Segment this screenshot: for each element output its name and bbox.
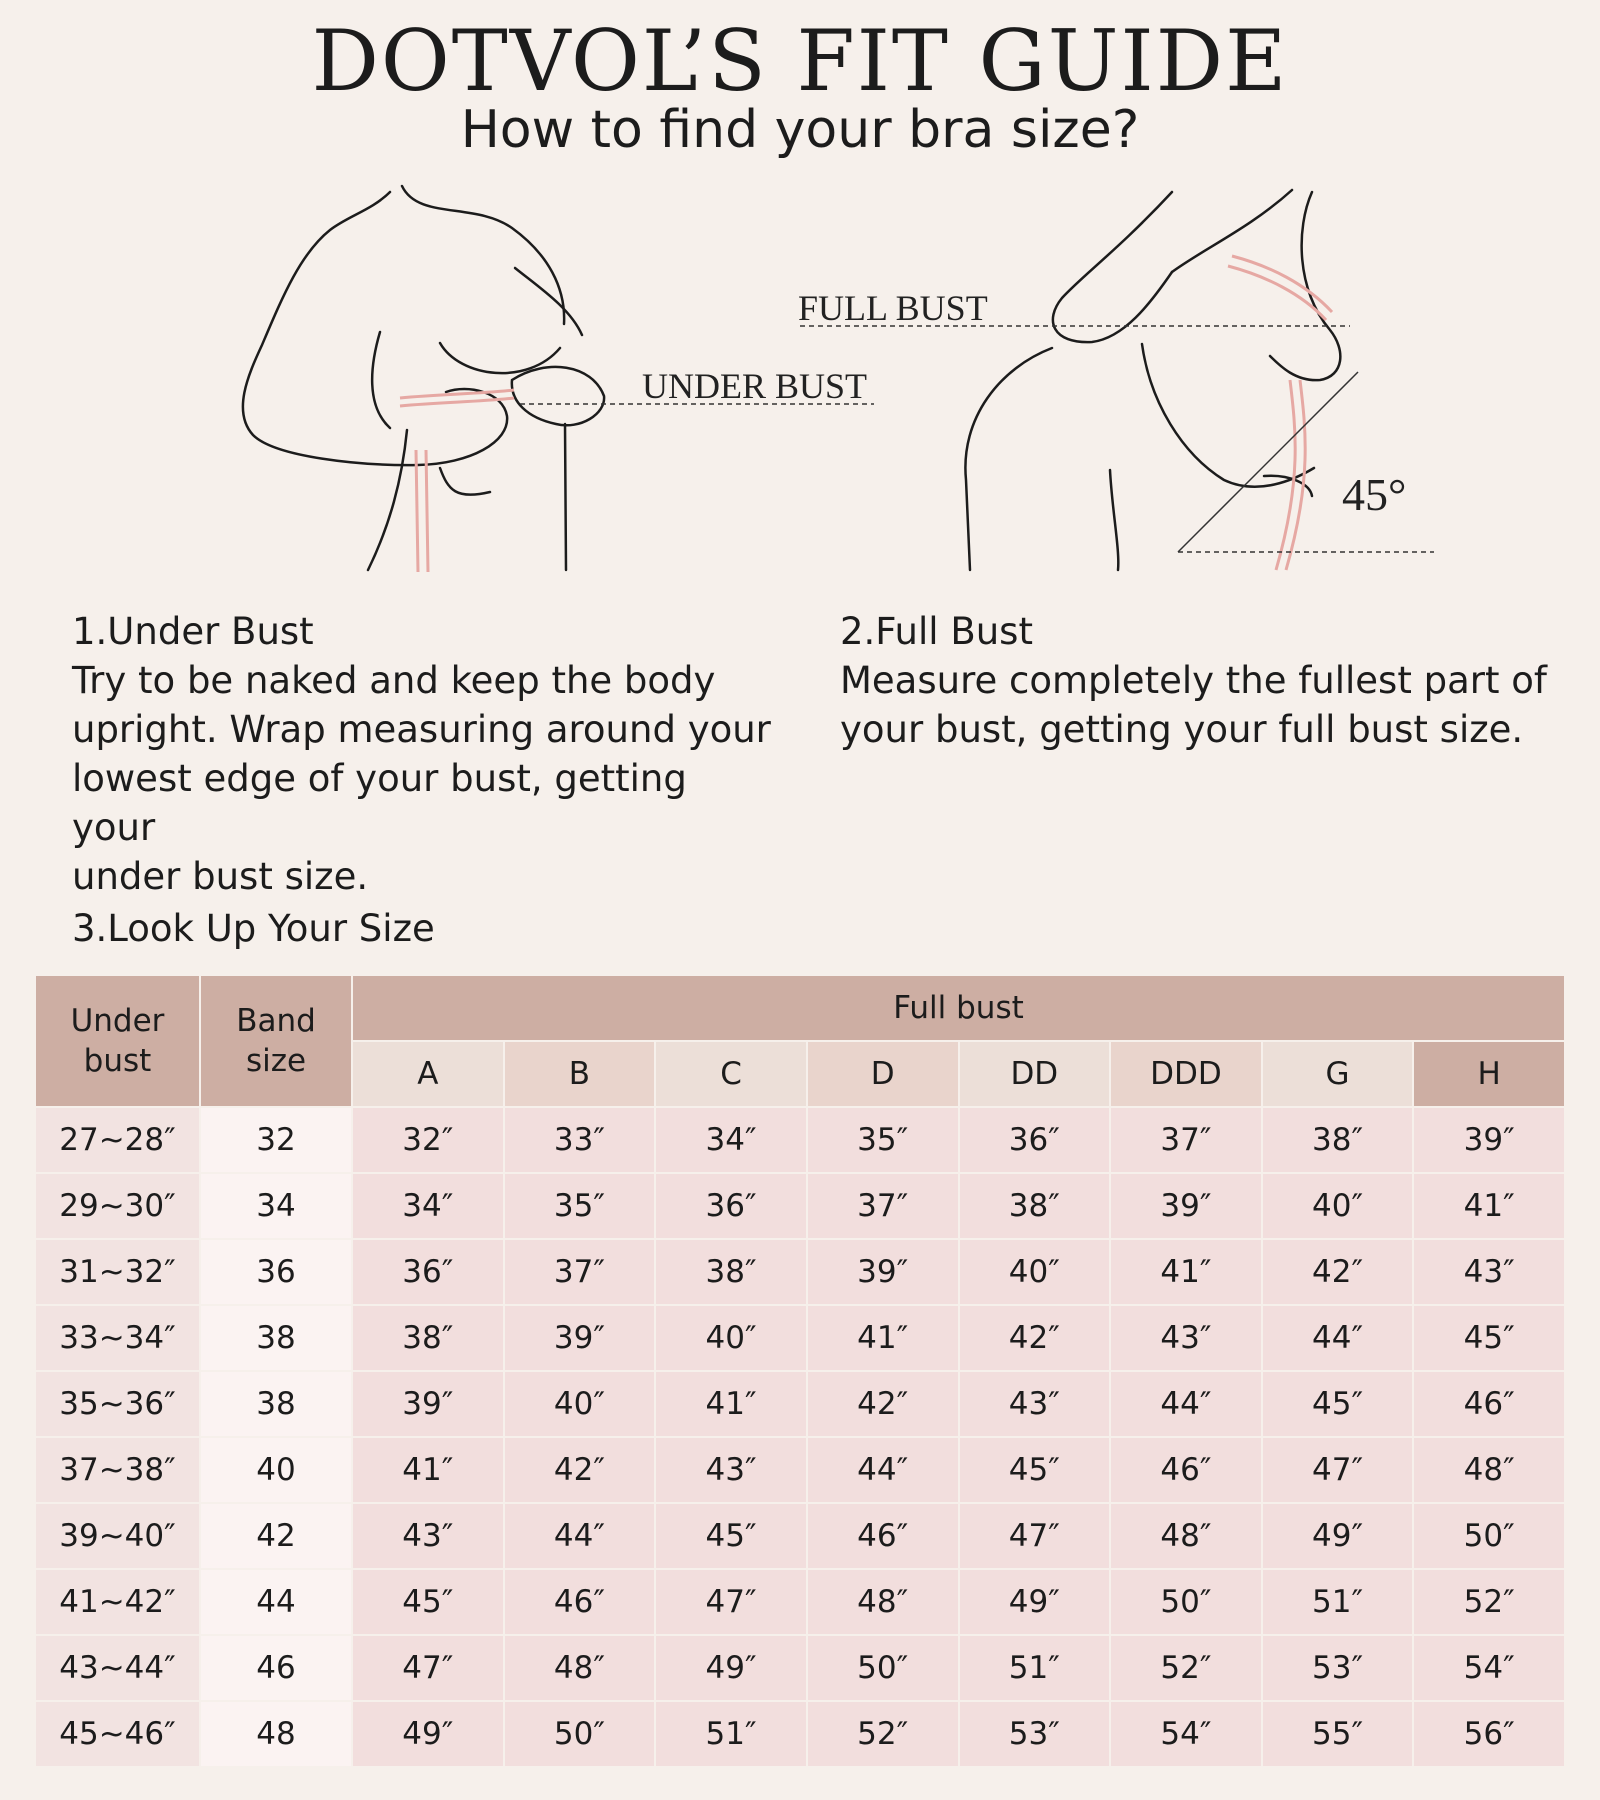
full-bust-cell: 35″	[808, 1108, 958, 1172]
full-bust-cell: 49″	[1263, 1504, 1413, 1568]
under-bust-tape-icon	[400, 390, 514, 572]
full-bust-cell: 53″	[960, 1702, 1110, 1766]
full-bust-cell: 46″	[1111, 1438, 1261, 1502]
step-text-line: upright. Wrap measuring around your	[72, 708, 771, 751]
full-bust-cell: 49″	[656, 1636, 806, 1700]
full-bust-cell: 43″	[353, 1504, 503, 1568]
page-title: DOTVOL’S FIT GUIDE	[311, 12, 1289, 110]
full-bust-cell: 38″	[353, 1306, 503, 1370]
full-bust-cell: 45″	[353, 1570, 503, 1634]
step-heading: 3.Look Up Your Size	[72, 907, 435, 950]
header-band-size: Band size	[201, 976, 351, 1106]
measurement-illustration	[0, 180, 1600, 580]
full-bust-cell: 48″	[505, 1636, 655, 1700]
full-bust-cell: 44″	[1263, 1306, 1413, 1370]
step-text-line: your bust, getting your full bust size.	[840, 708, 1524, 751]
under-bust-cell: 33~34″	[36, 1306, 199, 1370]
full-bust-cell: 43″	[656, 1438, 806, 1502]
full-bust-cell: 52″	[1111, 1636, 1261, 1700]
full-bust-cell: 54″	[1111, 1702, 1261, 1766]
full-bust-cell: 50″	[1111, 1570, 1261, 1634]
header-cup: D	[808, 1042, 958, 1106]
band-size-cell: 46	[201, 1636, 351, 1700]
full-bust-cell: 36″	[656, 1174, 806, 1238]
full-bust-cell: 40″	[1263, 1174, 1413, 1238]
full-bust-cell: 47″	[1263, 1438, 1413, 1502]
full-bust-cell: 47″	[656, 1570, 806, 1634]
full-bust-cell: 42″	[505, 1438, 655, 1502]
table-row	[36, 1570, 1564, 1634]
full-bust-cell: 46″	[808, 1504, 958, 1568]
table-row	[36, 1306, 1564, 1370]
under-bust-cell: 29~30″	[36, 1174, 199, 1238]
full-bust-cell: 51″	[960, 1636, 1110, 1700]
full-bust-cell: 44″	[505, 1504, 655, 1568]
full-bust-cell: 39″	[808, 1240, 958, 1304]
full-bust-cell: 36″	[960, 1108, 1110, 1172]
table-row	[36, 1702, 1564, 1766]
full-bust-cell: 50″	[505, 1702, 655, 1766]
step-text-line: lowest edge of your bust, getting your	[72, 757, 687, 849]
table-row	[36, 1372, 1564, 1436]
front-figure-illustration	[243, 186, 604, 570]
full-bust-label: FULL BUST	[798, 288, 988, 328]
full-bust-cell: 46″	[505, 1570, 655, 1634]
full-bust-cell: 50″	[808, 1636, 958, 1700]
full-bust-cell: 45″	[656, 1504, 806, 1568]
step-heading: 1.Under Bust	[72, 610, 314, 653]
table-row	[36, 1174, 1564, 1238]
full-bust-cell: 41″	[1111, 1240, 1261, 1304]
full-bust-cell: 41″	[808, 1306, 958, 1370]
under-bust-cell: 45~46″	[36, 1702, 199, 1766]
header-cup: C	[656, 1042, 806, 1106]
table-row	[36, 1438, 1564, 1502]
full-bust-cell: 40″	[960, 1240, 1110, 1304]
full-bust-cell: 45″	[1414, 1306, 1564, 1370]
full-bust-cell: 56″	[1414, 1702, 1564, 1766]
full-bust-cell: 52″	[808, 1702, 958, 1766]
under-bust-cell: 43~44″	[36, 1636, 199, 1700]
full-bust-cell: 46″	[1414, 1372, 1564, 1436]
under-bust-cell: 39~40″	[36, 1504, 199, 1568]
full-bust-cell: 53″	[1263, 1636, 1413, 1700]
full-bust-cell: 41″	[656, 1372, 806, 1436]
angle-label: 45°	[1342, 469, 1407, 520]
header-cup: G	[1263, 1042, 1413, 1106]
full-bust-cell: 37″	[1111, 1108, 1261, 1172]
band-size-cell: 48	[201, 1702, 351, 1766]
step-look-up-size	[72, 904, 435, 953]
step-under-bust	[72, 607, 772, 901]
full-bust-cell: 42″	[1263, 1240, 1413, 1304]
full-bust-cell: 38″	[960, 1174, 1110, 1238]
header-cup: A	[353, 1042, 503, 1106]
full-bust-cell: 33″	[505, 1108, 655, 1172]
full-bust-cell: 47″	[353, 1636, 503, 1700]
header-cup: H	[1414, 1042, 1564, 1106]
band-size-cell: 38	[201, 1372, 351, 1436]
under-bust-cell: 27~28″	[36, 1108, 199, 1172]
full-bust-cell: 34″	[656, 1108, 806, 1172]
full-bust-cell: 38″	[656, 1240, 806, 1304]
full-bust-cell: 48″	[1111, 1504, 1261, 1568]
under-bust-cell: 35~36″	[36, 1372, 199, 1436]
table-row	[36, 1240, 1564, 1304]
under-bust-cell: 41~42″	[36, 1570, 199, 1634]
table-row	[36, 1108, 1564, 1172]
full-bust-cell: 44″	[808, 1438, 958, 1502]
step-full-bust	[840, 607, 1560, 754]
full-bust-cell: 48″	[808, 1570, 958, 1634]
band-size-cell: 40	[201, 1438, 351, 1502]
full-bust-cell: 42″	[808, 1372, 958, 1436]
full-bust-cell: 47″	[960, 1504, 1110, 1568]
header-cup: DD	[960, 1042, 1110, 1106]
full-bust-cell: 40″	[656, 1306, 806, 1370]
side-figure-illustration	[965, 190, 1340, 570]
step-heading: 2.Full Bust	[840, 610, 1033, 653]
full-bust-cell: 43″	[960, 1372, 1110, 1436]
full-bust-cell: 44″	[1111, 1372, 1261, 1436]
full-bust-cell: 39″	[1414, 1108, 1564, 1172]
full-bust-cell: 37″	[808, 1174, 958, 1238]
band-size-cell: 36	[201, 1240, 351, 1304]
under-bust-label: UNDER BUST	[642, 366, 868, 406]
full-bust-cell: 34″	[353, 1174, 503, 1238]
full-bust-cell: 52″	[1414, 1570, 1564, 1634]
table-row	[36, 1636, 1564, 1700]
full-bust-cell: 48″	[1414, 1438, 1564, 1502]
full-bust-cell: 35″	[505, 1174, 655, 1238]
table-row	[36, 1504, 1564, 1568]
full-bust-cell: 38″	[1263, 1108, 1413, 1172]
band-size-cell: 38	[201, 1306, 351, 1370]
step-text-line: Measure completely the fullest part of	[840, 659, 1547, 702]
full-bust-cell: 49″	[960, 1570, 1110, 1634]
full-bust-cell: 36″	[353, 1240, 503, 1304]
full-bust-cell: 43″	[1414, 1240, 1564, 1304]
full-bust-cell: 39″	[353, 1372, 503, 1436]
full-bust-cell: 39″	[505, 1306, 655, 1370]
full-bust-cell: 54″	[1414, 1636, 1564, 1700]
band-size-cell: 44	[201, 1570, 351, 1634]
full-bust-cell: 43″	[1111, 1306, 1261, 1370]
full-bust-cell: 50″	[1414, 1504, 1564, 1568]
step-text-line: under bust size.	[72, 855, 369, 898]
full-bust-cell: 40″	[505, 1372, 655, 1436]
full-bust-cell: 51″	[1263, 1570, 1413, 1634]
size-chart-table	[34, 974, 1566, 1768]
header-cup: DDD	[1111, 1042, 1261, 1106]
page-subtitle: How to find your bra size?	[460, 100, 1140, 160]
full-bust-cell: 42″	[960, 1306, 1110, 1370]
header-under-bust: Under bust	[36, 976, 199, 1106]
under-bust-cell: 31~32″	[36, 1240, 199, 1304]
full-bust-cell: 51″	[656, 1702, 806, 1766]
under-bust-cell: 37~38″	[36, 1438, 199, 1502]
band-size-cell: 32	[201, 1108, 351, 1172]
band-size-cell: 42	[201, 1504, 351, 1568]
full-bust-cell: 49″	[353, 1702, 503, 1766]
full-bust-cell: 41″	[353, 1438, 503, 1502]
full-bust-cell: 41″	[1414, 1174, 1564, 1238]
full-bust-cell: 37″	[505, 1240, 655, 1304]
full-bust-cell: 45″	[1263, 1372, 1413, 1436]
full-bust-cell: 55″	[1263, 1702, 1413, 1766]
full-bust-cell: 32″	[353, 1108, 503, 1172]
band-size-cell: 34	[201, 1174, 351, 1238]
full-bust-cell: 39″	[1111, 1174, 1261, 1238]
full-bust-cell: 45″	[960, 1438, 1110, 1502]
header-full-bust: Full bust	[353, 976, 1564, 1040]
header-cup: B	[505, 1042, 655, 1106]
step-text-line: Try to be naked and keep the body	[72, 659, 716, 702]
